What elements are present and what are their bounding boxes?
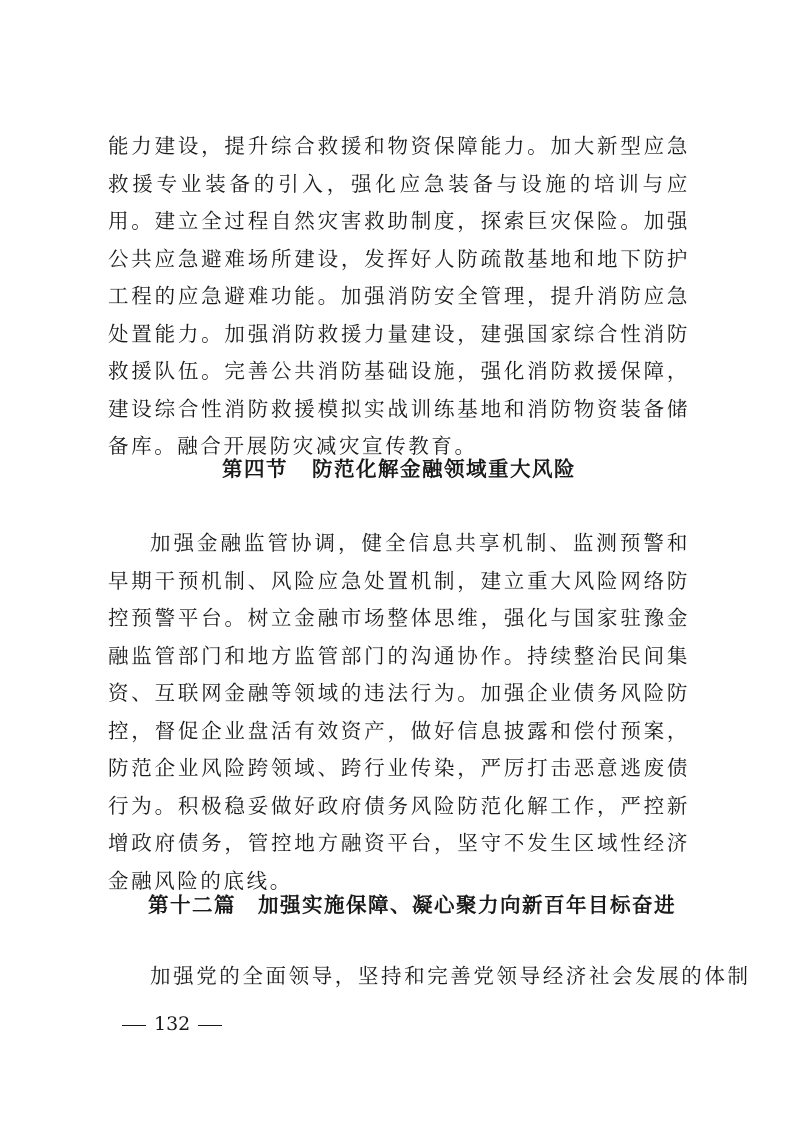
page-number-value: 132: [154, 1013, 191, 1035]
section-number: 第四节: [222, 457, 288, 481]
body-paragraph-continuation: 能力建设，提升综合救援和物资保障能力。加大新型应急救援专业装备的引入，强化应急装备与设施的培训与应用。建立全过程自然灾害救助制度，探索巨灾保险。加强公共应急避难场所建设，发挥好人防疏散基地和地下防护工程的应急避难功能。加强消防安全管理，提升消防应急处置能力。加强消防救援力量建设，建强国家综合性消防救援队伍。完善公共消防基础设施，强化消防救援保障，建设综合性消防救援模拟实战训练基地和消防物资装备储备库。融合开展防灾减灾宣传教育。: [108, 134, 690, 458]
page-number: [122, 1011, 222, 1037]
page-number-dash-right: [198, 1025, 222, 1026]
body-paragraph-party-leadership: 加强党的全面领导，坚持和完善党领导经济社会发展的体制: [150, 964, 751, 988]
page-number-dash-left: [122, 1025, 146, 1026]
chapter-number: 第十二篇: [148, 893, 236, 917]
section-heading: [108, 454, 690, 484]
chapter-heading: [148, 890, 676, 920]
section-title: 防范化解金融领域重大风险: [312, 457, 576, 481]
body-paragraph-finance-risk: 加强金融监管协调，健全信息共享机制、监测预警和早期干预机制、风险应急处置机制，建立重大风险网络防控预警平台。树立金融市场整体思维，强化与国家驻豫金融监管部门和地方监管部门的沟通协作。持续整治民间集资、互联网金融等领域的违法行为。加强企业债务风险防控，督促企业盘活有效资产，做好信息披露和偿付预案，防范企业风险跨领域、跨行业传染，严厉打击恶意逃废债行为。积极稳妥做好政府债务风险防范化解工作，严控新增政府债务，管控地方融资平台，坚守不发生区域性经济金融风险的底线。: [108, 531, 690, 893]
chapter-title: 加强实施保障、凝心聚力向新百年目标奋进: [258, 893, 676, 917]
